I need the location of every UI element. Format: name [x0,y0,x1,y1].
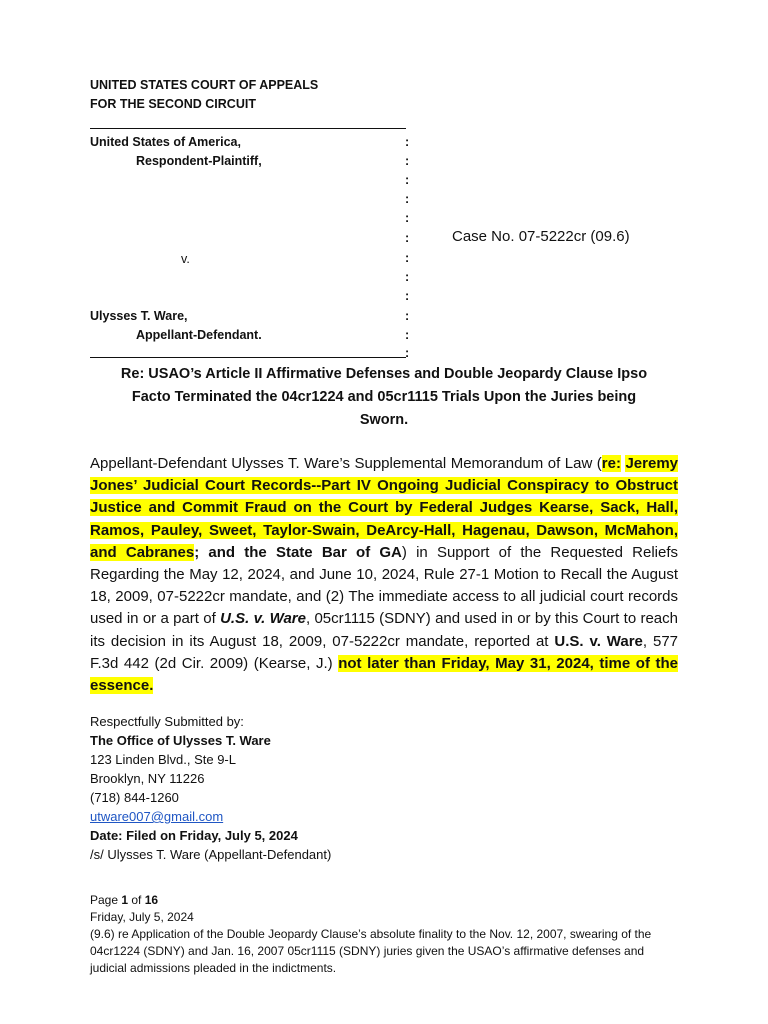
caption-colon: : [405,135,410,149]
court-header [90,76,318,114]
page-current: 1 [121,893,129,907]
filed-date: Date: Filed on Friday, July 5, 2024 [90,828,298,843]
caption-colon: : [405,154,410,168]
page-total: 16 [144,893,159,907]
memorandum-paragraph [90,453,678,697]
case-number: Case No. 07-5222cr (09.6) [452,228,630,245]
re-heading-line1: Re: USAO’s Article II Affirmative Defenses and Double Jeopardy Clause Ipso [120,366,648,382]
email-link[interactable]: utware007@gmail.com [90,809,224,824]
court-name-line2: FOR THE SECOND CIRCUIT [90,97,256,111]
caption-colon: : [405,251,410,265]
caption-top-rule [90,128,406,129]
page-number: Page 1 of 16 [90,893,159,907]
caption-colon: : [405,289,410,303]
footer-note: (9.6) re Application of the Double Jeopardy Clause’s absolute finality to the Nov. 12, 2007, swearing of the 04cr1224 (SDNY) and Jan. 16, 2007 05cr1115 (SDNY) juries given the USAO’s affirmative defenses and judicial admissions pleaded in the indictments. [90,927,652,975]
deadline-highlight: not later than Friday, May 31, 2024, time of the essence. [90,654,679,695]
highlighted-subject: Jeremy Jones’ Judicial Court Records--Part IV Ongoing Judicial Conspiracy to Obstruct Justice and Commit Fraud on the Court by Federal Judges Kearse, Sack, Hall, Ramos, Pauley, Sweet, Taylor-Swain, DeArcy-Hall, Hagenau, Dawson, McMahon, and Cabranes [90,455,678,561]
address-line1: 123 Linden Blvd., Ste 9-L [90,752,236,767]
body-text: , 577 F.3d 442 (2d Cir. 2009) (Kearse, J.) [90,632,679,672]
defendant-name: Ulysses T. Ware, [90,309,188,323]
caption-colon: : [405,328,410,342]
re-heading-line2: Facto Terminated the 04cr1224 and 05cr1115 Trials Upon the Juries being [131,389,637,405]
plaintiff-name: United States of America, [90,135,241,149]
re-label-highlight: re: [601,455,621,472]
address-line2: Brooklyn, NY 11226 [90,771,205,786]
footer-date: Friday, July 5, 2024 [90,910,194,924]
signature-block [90,712,331,864]
caption-colon: : [405,192,410,206]
body-text: Appellant-Defendant Ulysses T. Ware’s Supplemental Memorandum of Law ( [90,455,602,472]
versus-label: v. [181,252,190,266]
body-text: , 05cr1115 (SDNY) and used in or by this Court to reach its decision in its August 18, 2009, 07-5222cr mandate, reported at [90,610,678,650]
case-citation-reported: U.S. v. Ware [554,632,643,650]
re-heading-line3: Sworn. [359,412,409,428]
caption-colon: : [405,346,410,360]
submitted-by: Respectfully Submitted by: [90,714,244,729]
court-name-line1: UNITED STATES COURT OF APPEALS [90,78,319,92]
caption-colon: : [405,211,410,225]
office-name: The Office of Ulysses T. Ware [90,733,271,748]
phone-number: (718) 844-1260 [90,790,179,805]
state-bar-text: ; and the State Bar of GA [194,543,402,561]
caption-colon: : [405,270,410,284]
case-citation: U.S. v. Ware [220,610,306,628]
caption-colon: : [405,231,410,245]
defendant-role: Appellant-Defendant. [136,328,262,342]
caption-bottom-rule [90,357,406,358]
body-text: ) in Support of the Requested Reliefs Regarding the May 12, 2024, and June 10, 2024, Rule 27-1 Motion to Recall the August 18, 2009, 07-5222cr mandate, and (2) The immediate access to all judicial court records used in or a part of [90,543,678,628]
plaintiff-role: Respondent-Plaintiff, [136,154,262,168]
page-footer [90,892,678,977]
re-heading [90,363,678,432]
signature-line: /s/ Ulysses T. Ware (Appellant-Defendant) [90,847,332,862]
caption-colon: : [405,173,410,187]
caption-colon: : [405,309,410,323]
